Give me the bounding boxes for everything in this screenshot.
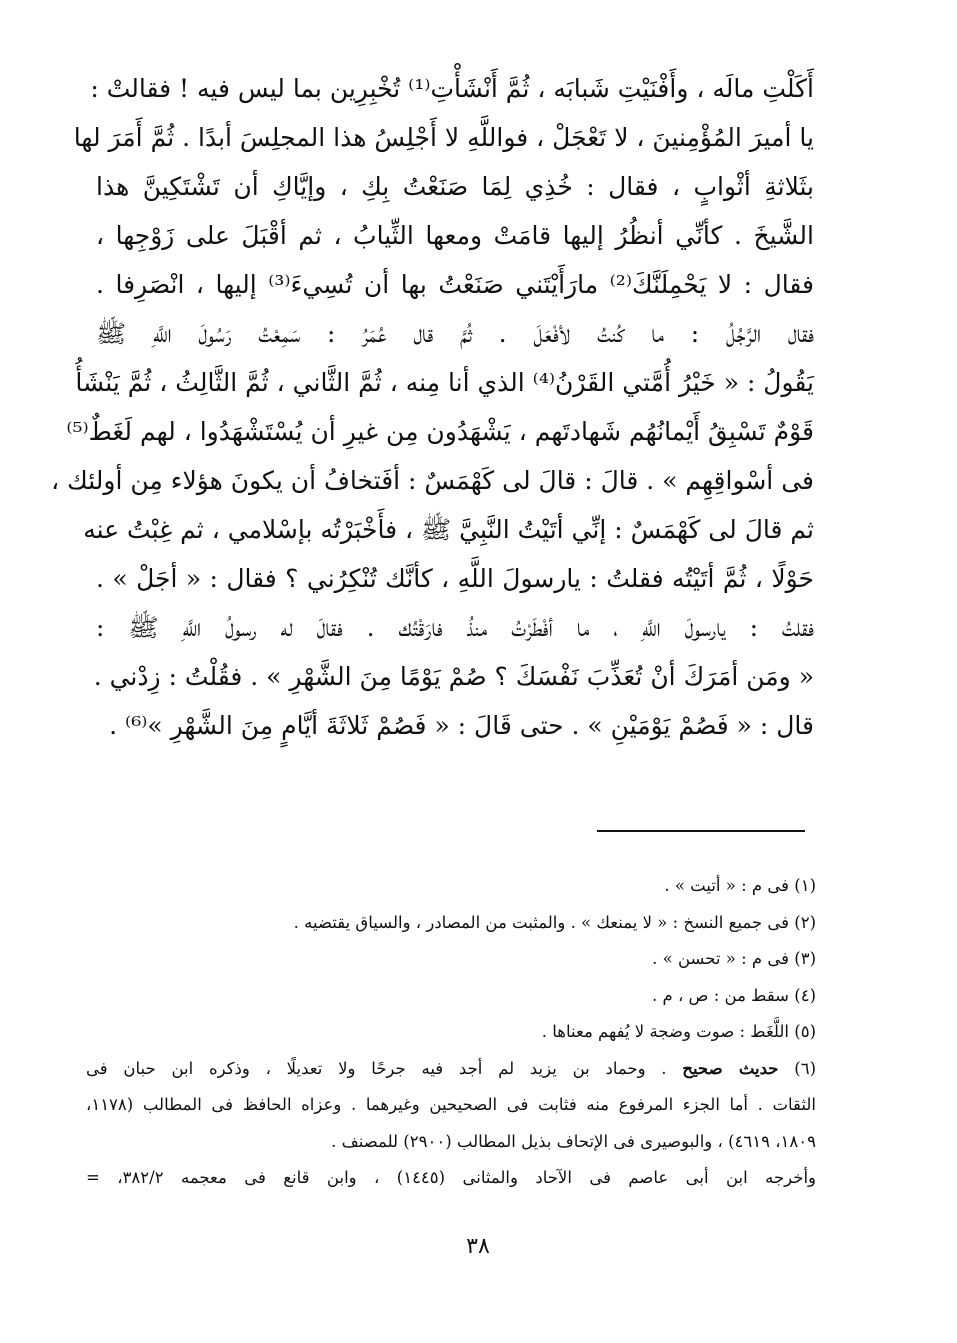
footnote-6-grade: حديث صحيح	[682, 1058, 779, 1078]
footnote-4: (٤) سقط من : ص ، م .	[652, 985, 816, 1005]
footnote-3: (٣) فى م : « تحسن » .	[652, 949, 816, 968]
text-line: ثم قالَ لى كَهْمَسٌ : إنِّي أتَيْتُ النَّبِيَّ ﷺ ، فأَخْبَرْتُه بإسْلامي ، ثم غِبْتُ عنه	[83, 515, 814, 544]
text-line: الشَّيخَ . كأنِّي أنظُرُ إليها قامَتْ ومعها الثِّيابُ ، ثم أقْبَلَ على زَوْجِها ،	[96, 221, 814, 250]
footnote-5: (٥) اللَّغَط : صوت وضجة لا يُفهم معناها .	[541, 1022, 816, 1041]
text-line: « ومَن أمَرَكَ أنْ تُعَذِّبَ نَفْسَكَ ؟ صُمْ يَوْمًا مِنَ الشَّهْرِ » . فقُلْتُ : زِدْني .	[93, 662, 814, 691]
footnote-6-line-1	[86, 1051, 816, 1088]
text-line: أَكَلْتِ مالَه ، وأَفْنَيْتِ شَبابَه ، ثُمَّ أَنْشَأْتِ⁽¹⁾ تُخْبِرِين بما ليس فيه ! فقالتْ :	[90, 74, 814, 103]
text-line: فقلتُ : يارسولَ اللَّهِ ، ما أفْطَرْتُ منذُ فارَقْتُك . فقالَ له رسولُ اللَّهِ ﷺ :	[96, 613, 814, 642]
footnote-6-line-2: الثقات . أما الجزء المرفوع منه فثابت فى الصحيحين وغيرهما . وعزاه الحافظ فى المطالب (١١٧٨،	[86, 1095, 816, 1114]
text-line: فقال الرَّجُلُ : ما كُنتُ لأفْعَلَ . ثُمَّ قال عُمَرُ : سَمِعْتُ رَسُولَ اللَّهِ ﷺ	[96, 319, 814, 348]
footnote-6-text: . وحماد بن يزيد لم أجد فيه جرحًا ولا تعديلًا ، وذكره ابن حبان فى	[86, 1058, 667, 1078]
text-line: يا أميرَ المُؤْمِنينَ ، لا تَعْجَلْ ، فواللَّهِ لا أَجْلِسُ هذا المجلِسَ أبدًا . ثُمَّ أَمَرَ لها	[73, 123, 814, 152]
text-line: فقال : لا يَحْمِلَنَّكَ⁽²⁾ مارَأَيْتَني صَنَعْتُ بها أن تُسِيءَ⁽³⁾ إليها ، انْصَرِفا .	[96, 270, 814, 299]
footnote-6-line-4: وأخرجه ابن أبى عاصم فى الآحاد والمثانى (١٤٤٥) ، وابن قانع فى معجمه ٣٨٢/٢، =	[86, 1168, 816, 1187]
text-line: يَقُولُ : « خَيْرُ أُمَّتي القَرْنُ⁽⁴⁾ الذي أنا مِنه ، ثُمَّ الثَّاني ، ثُمَّ الثَّالِثُ ، ثُمَّ يَنْشَأُ	[75, 368, 814, 397]
text-line: قَوْمٌ تَسْبِقُ أَيْمانُهُم شَهادتَهم ، يَشْهَدُون مِن غيرِ أن يُسْتَشْهَدُوا ، لهم لَغَطٌ⁽⁵⁾	[66, 417, 814, 446]
footnote-6-number: (٦)	[794, 1058, 816, 1078]
footnote-6-line-3: ١٨٠٩، ٤٦١٩) ، والبوصيرى فى الإتحاف بذيل المطالب (٢٩٠٠) للمصنف .	[331, 1131, 816, 1151]
text-line: فى أسْواقِهِم » . قالَ : قالَ لى كَهْمَسٌ : أفَتخافُ أن يكونَ هؤلاء مِن أولئك ،	[51, 466, 814, 495]
footnote-1: (١) فى م : « أتيت » .	[664, 876, 816, 895]
page-number: ٣٨	[466, 1234, 490, 1259]
main-text	[51, 64, 814, 750]
footnote-2: (٢) فى جميع النسخ : « لا يمنعك » . والمثبت من المصادر ، والسياق يقتضيه .	[293, 912, 816, 932]
text-line: حَوْلًا ، ثُمَّ أتَيْتُه فقلتُ : يارسولَ اللَّهِ ، كأنَّك تُنْكِرُني ؟ فقال : « أجَلْ » .	[96, 564, 814, 593]
text-line: بثَلاثةِ أثْوابٍ ، فقال : خُذِي لِمَا صَنَعْتُ بِكِ ، وإيَّاكِ أن تَشْتَكِينَّ هذا	[96, 172, 814, 201]
footnote-separator	[597, 830, 805, 832]
footnotes	[86, 868, 816, 1197]
text-line: قال : « فَصُمْ يَوْمَيْنِ » . حتى قَالَ : « فَصُمْ ثَلاثَةَ أيَّامٍ مِنَ الشَّهْرِ »⁽⁶⁾ .	[109, 711, 814, 740]
